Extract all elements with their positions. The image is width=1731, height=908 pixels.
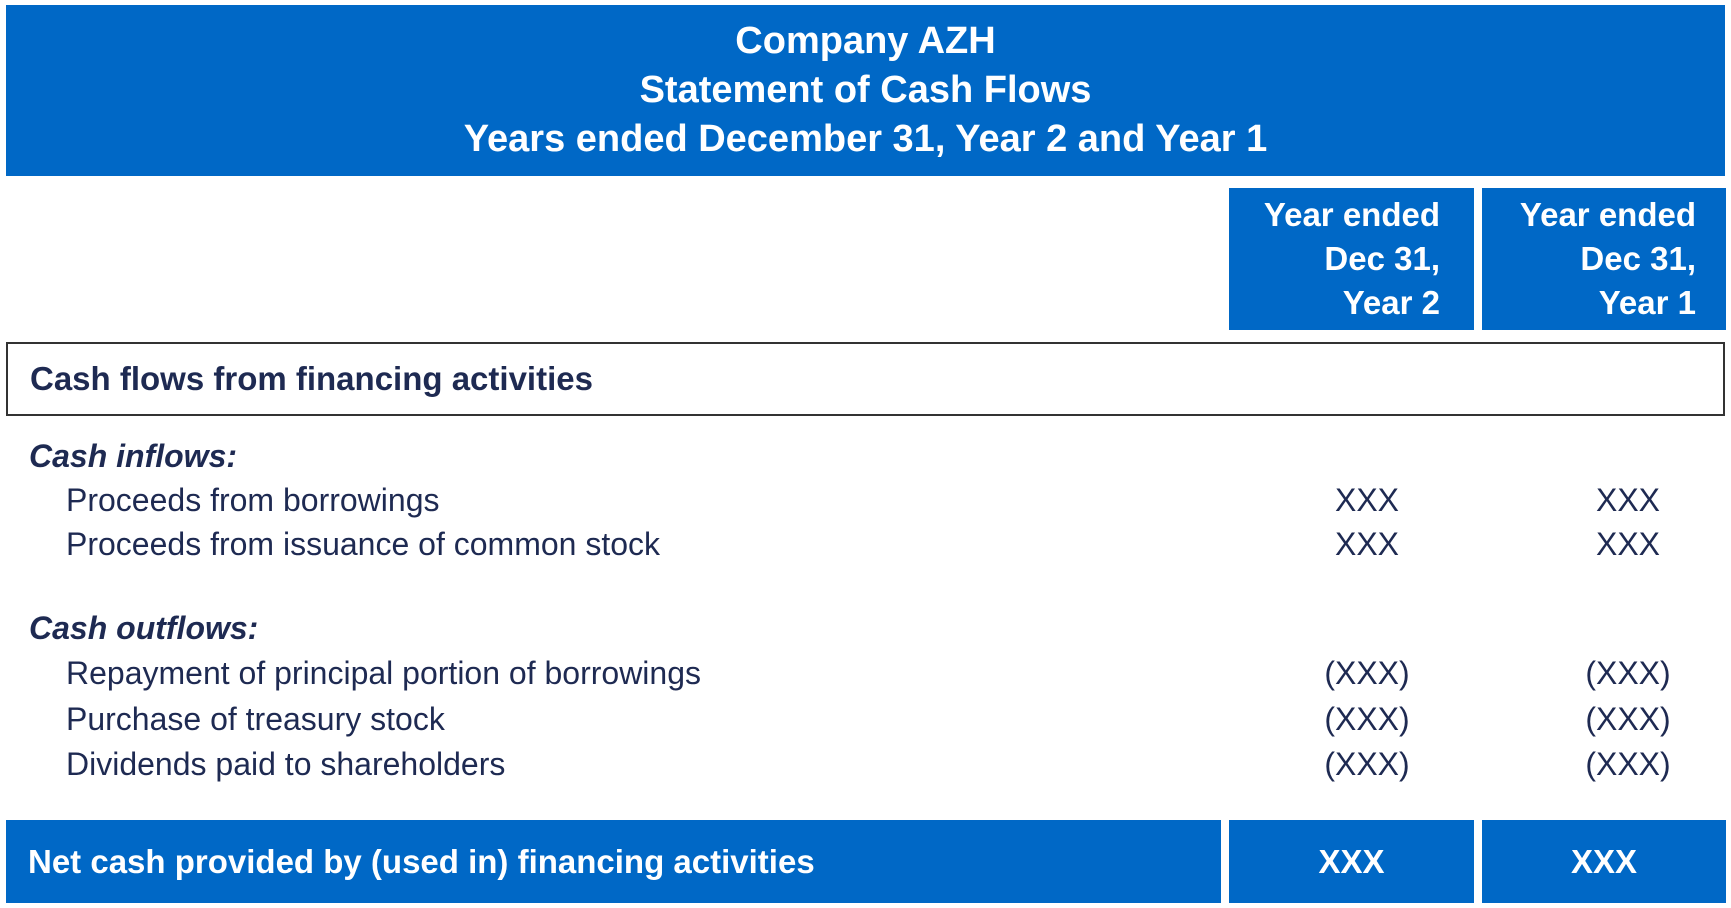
line-item-label: Proceeds from issuance of common stock xyxy=(66,526,661,562)
line-item-value-year-2: (XXX) xyxy=(1324,655,1410,691)
section-title: Cash flows from financing activities xyxy=(6,342,1725,416)
line-item-value-year-2: (XXX) xyxy=(1324,746,1410,782)
line-item-label: Repayment of principal portion of borrowings xyxy=(66,655,701,691)
line-item-label: Purchase of treasury stock xyxy=(66,701,445,737)
net-cash-total-year-2: XXX xyxy=(1229,820,1474,903)
net-cash-total-label: Net cash provided by (used in) financing activities xyxy=(6,820,1221,903)
statement-title: Statement of Cash Flows xyxy=(639,69,1092,111)
column-header-line: Year ended xyxy=(1263,196,1440,233)
line-item-value-year-2: XXX xyxy=(1334,482,1400,518)
line-item-value-year-1: XXX xyxy=(1595,482,1661,518)
line-item-value-year-2: (XXX) xyxy=(1324,701,1410,737)
column-header-line: Dec 31, xyxy=(1324,240,1440,277)
line-item-label: Proceeds from borrowings xyxy=(66,482,440,518)
column-header-line: Year 2 xyxy=(1342,284,1440,321)
net-cash-total-year-1: XXX xyxy=(1482,820,1726,903)
line-item-value-year-1: XXX xyxy=(1595,526,1661,562)
line-item-value-year-2: XXX xyxy=(1334,526,1400,562)
column-header-year-2 xyxy=(1229,188,1474,330)
statement-period: Years ended December 31, Year 2 and Year 1 xyxy=(463,118,1268,160)
outflows-heading: Cash outflows: xyxy=(29,610,259,646)
inflows-heading: Cash inflows: xyxy=(29,438,238,474)
column-header-year-1 xyxy=(1482,188,1726,330)
column-header-line: Year ended xyxy=(1519,196,1696,233)
company-name: Company AZH xyxy=(735,20,996,62)
line-item-value-year-1: (XXX) xyxy=(1585,701,1671,737)
column-header-line: Dec 31, xyxy=(1580,240,1696,277)
line-item-value-year-1: (XXX) xyxy=(1585,746,1671,782)
line-item-value-year-1: (XXX) xyxy=(1585,655,1671,691)
statement-header xyxy=(6,5,1725,176)
line-item-label: Dividends paid to shareholders xyxy=(66,746,506,782)
column-header-line: Year 1 xyxy=(1598,284,1696,321)
